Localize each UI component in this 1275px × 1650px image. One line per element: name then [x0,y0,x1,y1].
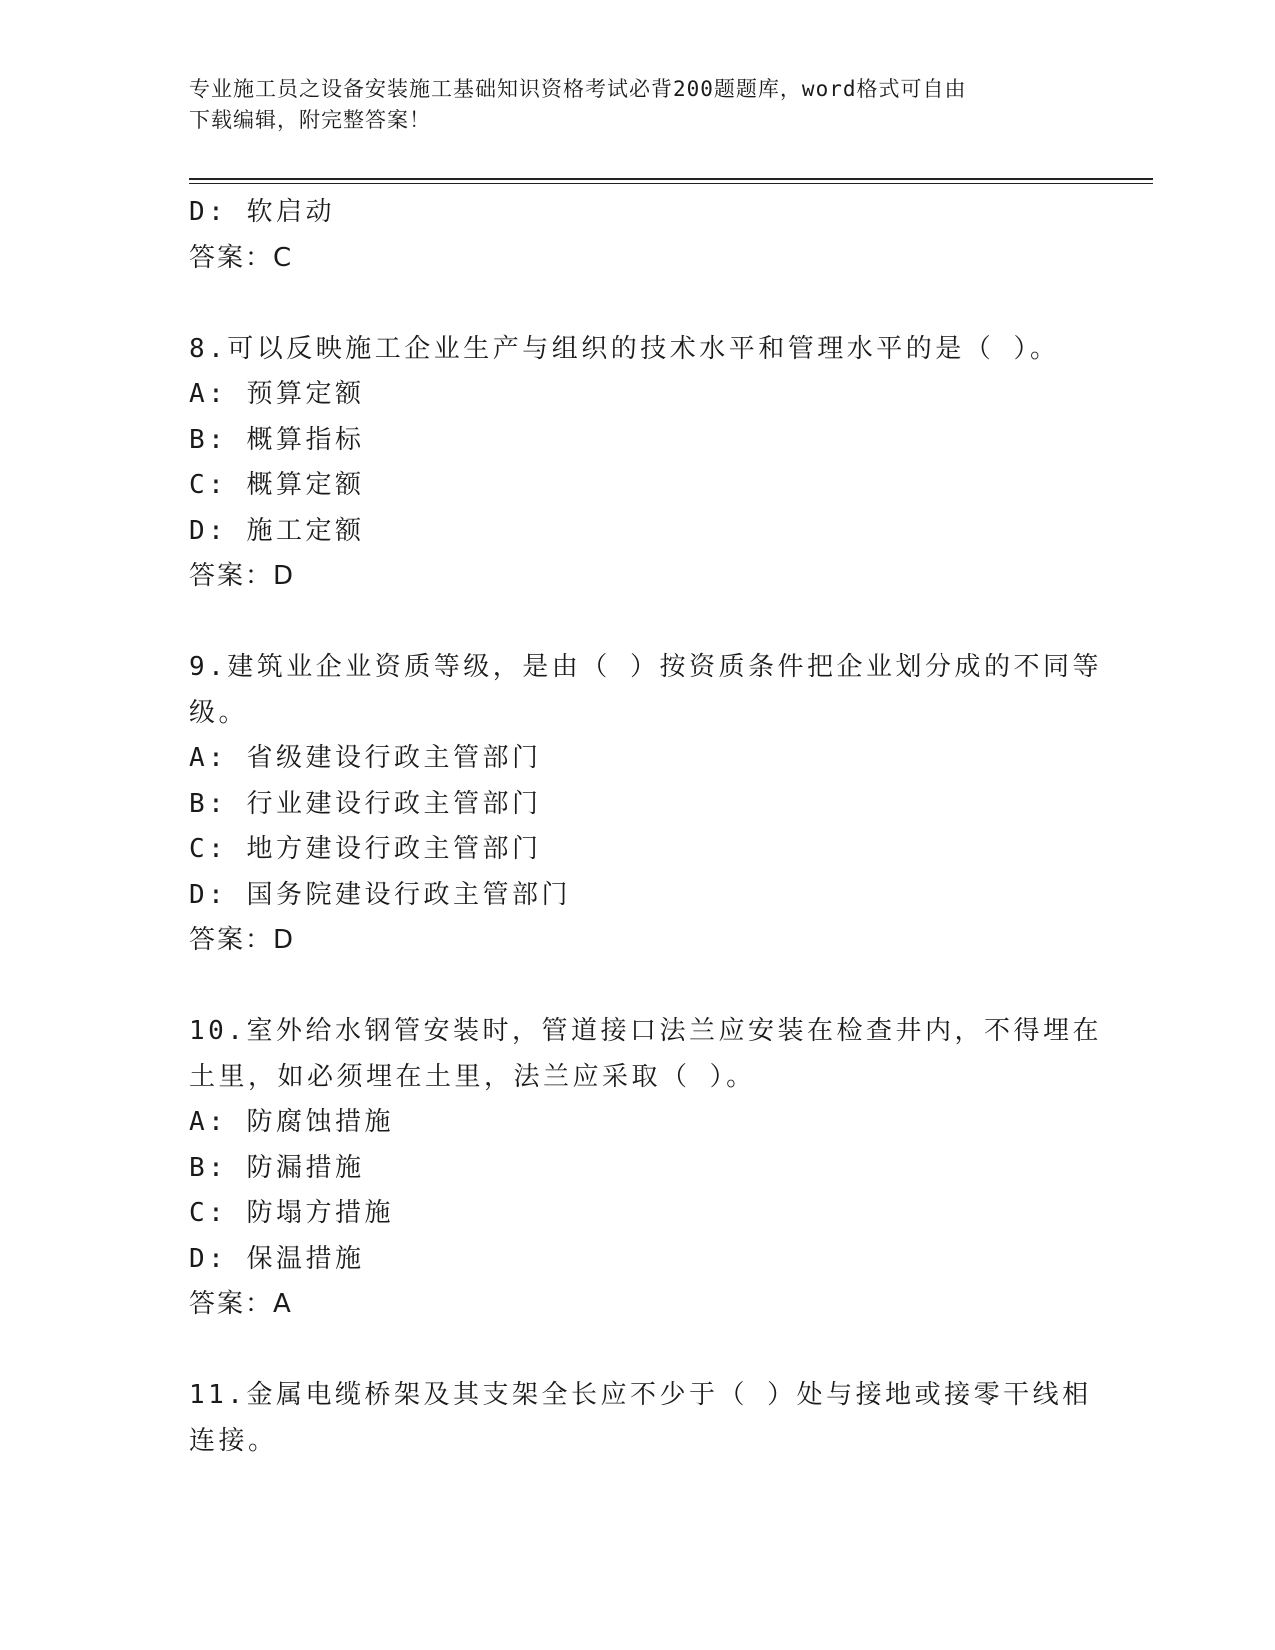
option-d: D: 施工定额 [189,515,365,546]
answer-line: 答案：D [189,925,296,955]
question-list [189,190,1102,1464]
option-d: D: 国务院建设行政主管部门 [189,879,571,910]
question-stem-line-2: 级。 [189,697,249,728]
question-stem-line-1: 11.金属电缆桥架及其支架全长应不少于（ ）处与接地或接零干线相 [189,1380,1092,1410]
option-a: A: 预算定额 [189,379,365,409]
option-a: A: 防腐蚀措施 [189,1107,394,1137]
option-b: B: 防漏措施 [189,1152,365,1183]
question-stem: 8.可以反映施工企业生产与组织的技术水平和管理水平的是（ ）。 [189,333,1060,364]
document-header [189,74,1069,136]
answer-line: 答案：C [189,242,294,273]
question-stem-line-2: 土里，如必须埋在土里，法兰应采取（ ）。 [189,1061,756,1092]
question-8 [189,327,1089,600]
question-10 [189,1009,1102,1328]
question-stem-line-1: 10.室外给水钢管安装时，管道接口法兰应安装在检查井内，不得埋在 [189,1016,1102,1046]
question-9 [189,645,1102,964]
spacer [189,964,1089,1010]
spacer [189,1328,1089,1374]
question-7-tail [189,190,1089,281]
option-c: C: 地方建设行政主管部门 [189,834,542,864]
option-b: B: 行业建设行政主管部门 [189,788,542,819]
option-a: A: 省级建设行政主管部门 [189,743,542,773]
question-stem-line-2: 连接。 [189,1425,278,1456]
header-rule-thick [189,178,1153,180]
question-11 [189,1373,1092,1464]
answer-line: 答案：D [189,561,296,591]
option-b: B: 概算指标 [189,424,365,455]
option-c: C: 概算定额 [189,470,365,500]
question-stem-line-1: 9.建筑业企业资质等级，是由（ ）按资质条件把企业划分成的不同等 [189,652,1102,682]
header-line-1: 专业施工员之设备安装施工基础知识资格考试必背200题题库，word格式可自由 [189,77,967,101]
option-d: D: 软启动 [189,197,335,227]
header-line-2: 下载编辑，附完整答案！ [189,108,431,132]
header-rule-thin [189,183,1153,184]
spacer [189,281,1089,327]
spacer [189,600,1089,646]
option-d: D: 保温措施 [189,1243,365,1274]
answer-line: 答案：A [189,1289,293,1319]
option-c: C: 防塌方措施 [189,1198,394,1228]
